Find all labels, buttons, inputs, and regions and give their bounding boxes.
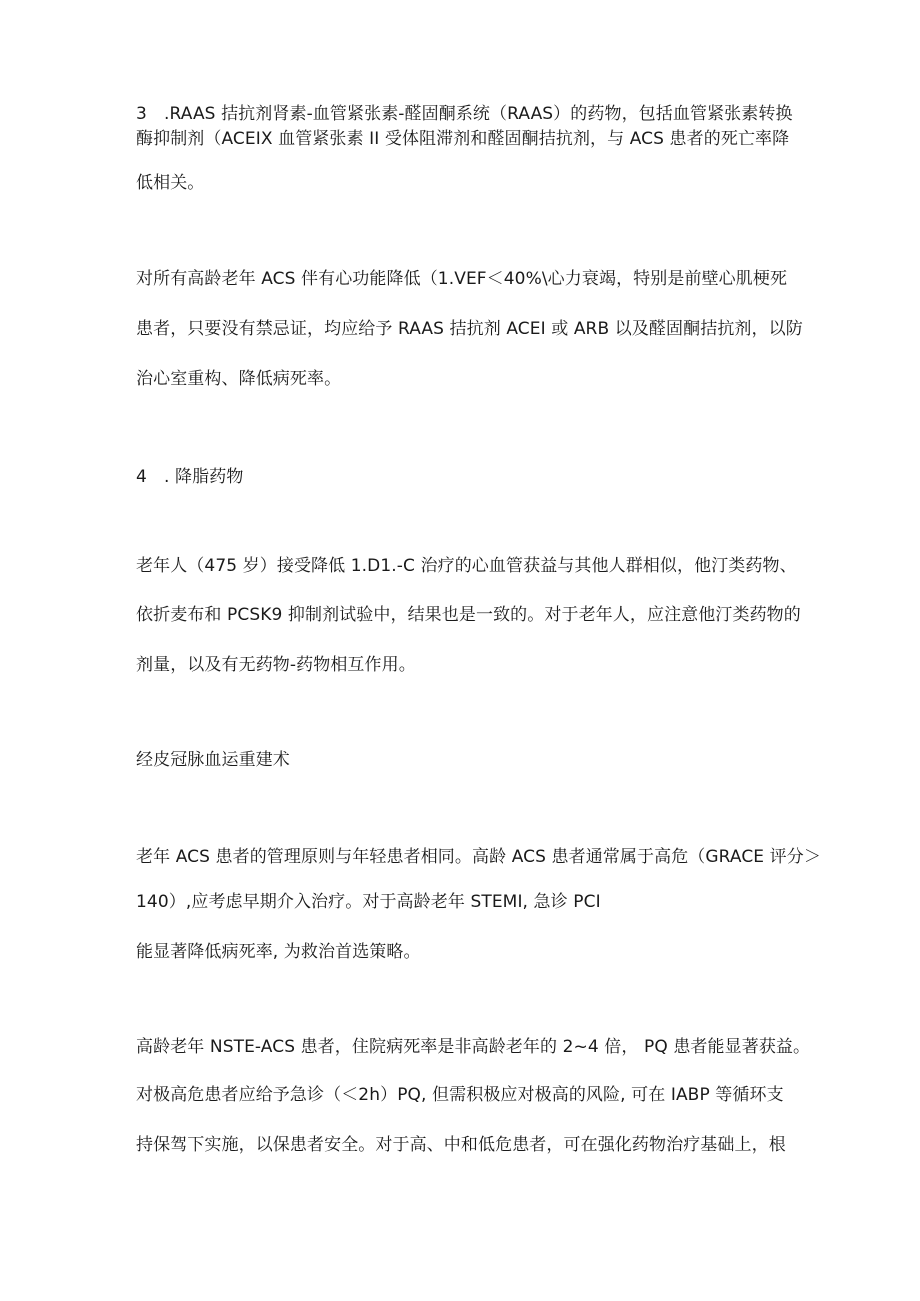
text-line: 治心室重构、降低病死率。	[136, 369, 342, 389]
text-line: 3 .RAAS 拮抗剂肾素-血管紧张素-醛固酮系统（RAAS）的药物，包括血管紧张素转换	[136, 104, 793, 124]
text-line: 酶抑制剂（ACEIX 血管紧张素 II 受体阻滞剂和醛固酮拮抗剂，与 ACS 患者的死亡率降	[136, 129, 790, 149]
pci-heading: 经皮冠脉血运重建术	[136, 750, 290, 770]
text-line: 剂量，以及有无药物-药物相互作用。	[136, 655, 416, 675]
text-line: 老年 ACS 患者的管理原则与年轻患者相同。高龄 ACS 患者通常属于高危（GRACE 评分＞	[136, 847, 821, 867]
text-line: 能显著降低病死率, 为救治首选策略。	[136, 942, 421, 962]
section-4-heading: 4 . 降脂药物	[136, 467, 244, 487]
text-line: 患者，只要没有禁忌证，均应给予 RAAS 拮抗剂 ACEI 或 ARB 以及醛固酮拮抗剂，以防	[136, 319, 803, 339]
text-line: 持保驾下实施，以保患者安全。对于高、中和低危患者，可在强化药物治疗基础上，根	[136, 1135, 786, 1155]
text-line: 低相关。	[136, 173, 205, 193]
text-line: 对极高危患者应给予急诊（＜2h）PQ, 但需积极应对极高的风险, 可在 IABP 等循环支	[136, 1085, 784, 1105]
text-line: 老年人（475 岁）接受降低 1.D1.-C 治疗的心血管获益与其他人群相似，他汀类药物、	[136, 556, 797, 576]
text-line: 依折麦布和 PCSK9 抑制剂试验中，结果也是一致的。对于老年人，应注意他汀类药物的	[136, 605, 801, 625]
text-line: 140）,应考虑早期介入治疗。对于高龄老年 STEMI, 急诊 PCI	[136, 892, 601, 912]
text-line: 对所有高龄老年 ACS 伴有心功能降低（1.VEF＜40%\心力衰竭，特别是前壁心肌梗死	[136, 269, 788, 289]
text-line: 高龄老年 NSTE-ACS 患者，住院病死率是非高龄老年的 2~4 倍， PQ 患者能显著获益。	[136, 1037, 811, 1057]
